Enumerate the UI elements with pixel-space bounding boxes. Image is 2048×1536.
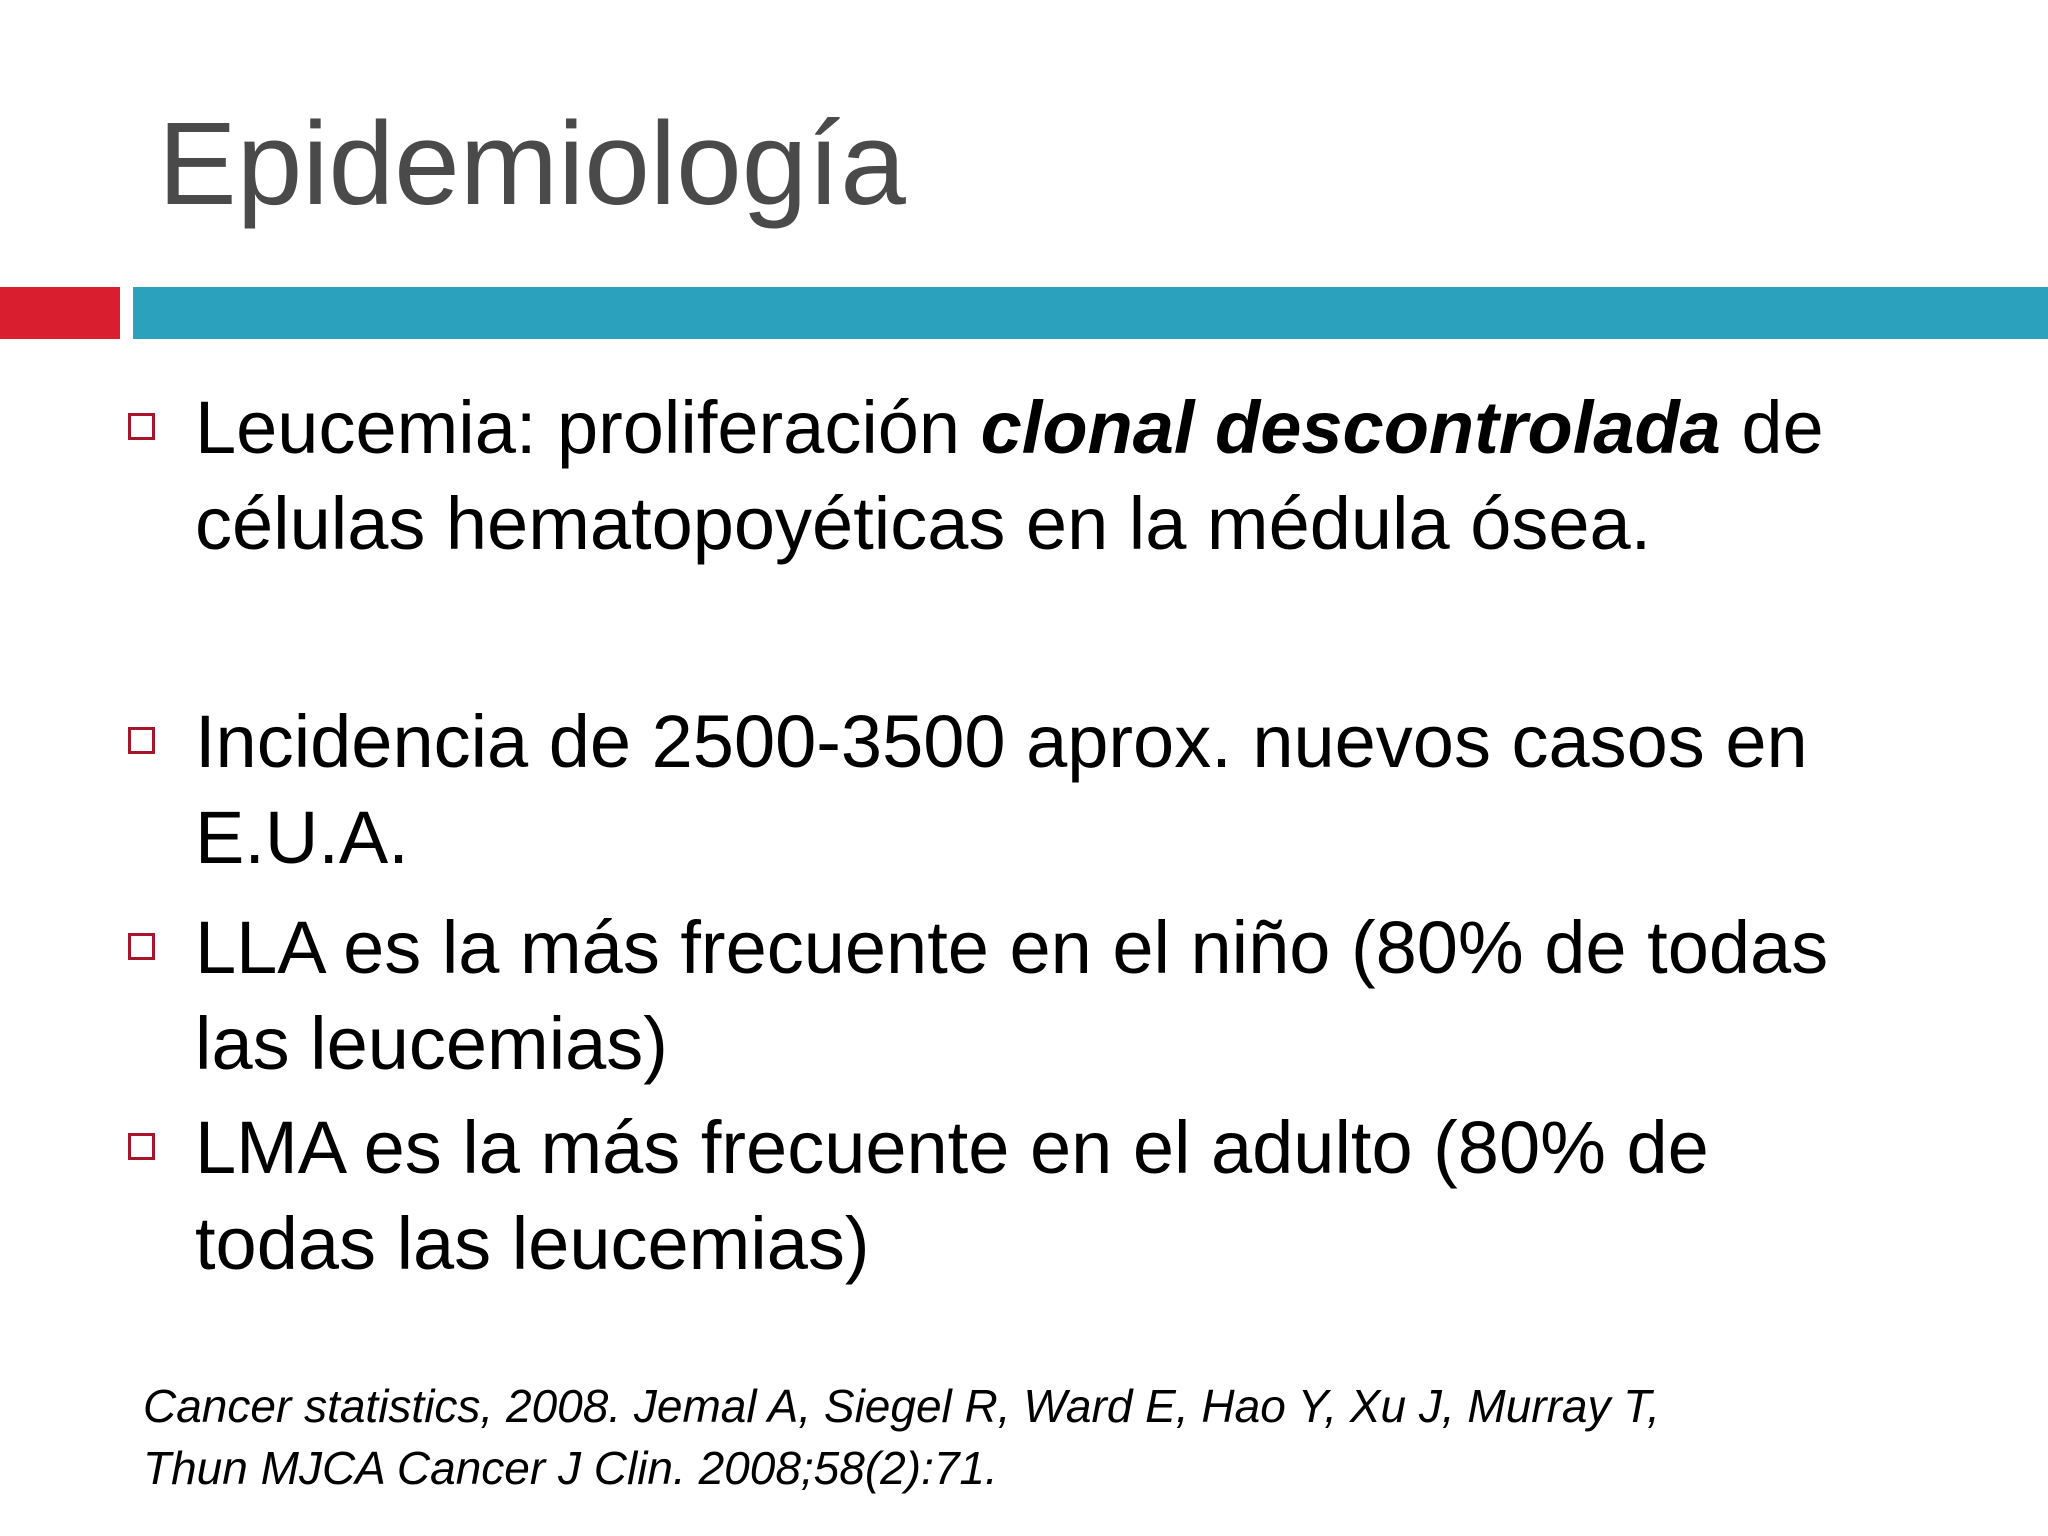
hollow-square-icon: [128, 1133, 155, 1160]
bullet-item-lma: [0, 1100, 2048, 1285]
bullet-text-part: de células hematopoyéticas en la médula ósea.: [195, 386, 1824, 565]
citation-line: Cancer statistics, 2008. Jemal A, Siegel R, Ward E, Hao Y, Xu J, Murray T,: [143, 1380, 1660, 1432]
bullet-list: [0, 380, 2048, 1285]
slide-title: Epidemiología: [158, 98, 906, 230]
bullet-text: Incidencia de 2500-3500 aprox. nuevos casos en E.U.A.: [195, 700, 1808, 879]
bullet-emphasis: clonal descontrolada: [980, 386, 1721, 469]
hollow-square-icon: [128, 933, 155, 960]
bullet-item-definition: [0, 380, 2048, 578]
bullet-text: LLA es la más frecuente en el niño (80% de todas las leucemias): [195, 906, 1829, 1085]
hollow-square-icon: [128, 727, 155, 754]
bullet-text-part: Leucemia: proliferación: [195, 386, 981, 469]
citation: [143, 1375, 1943, 1499]
accent-bar-teal: [133, 287, 2048, 339]
bullet-item-incidence: [0, 694, 2048, 879]
accent-bar-red: [0, 287, 120, 339]
citation-line: Thun MJCA Cancer J Clin. 2008;58(2):71.: [143, 1442, 998, 1494]
bullet-text: LMA es la más frecuente en el adulto (80% de todas las leucemias): [195, 1106, 1709, 1285]
bullet-item-lla: [0, 900, 2048, 1085]
hollow-square-icon: [128, 413, 155, 440]
bullet-text: [195, 380, 1855, 572]
